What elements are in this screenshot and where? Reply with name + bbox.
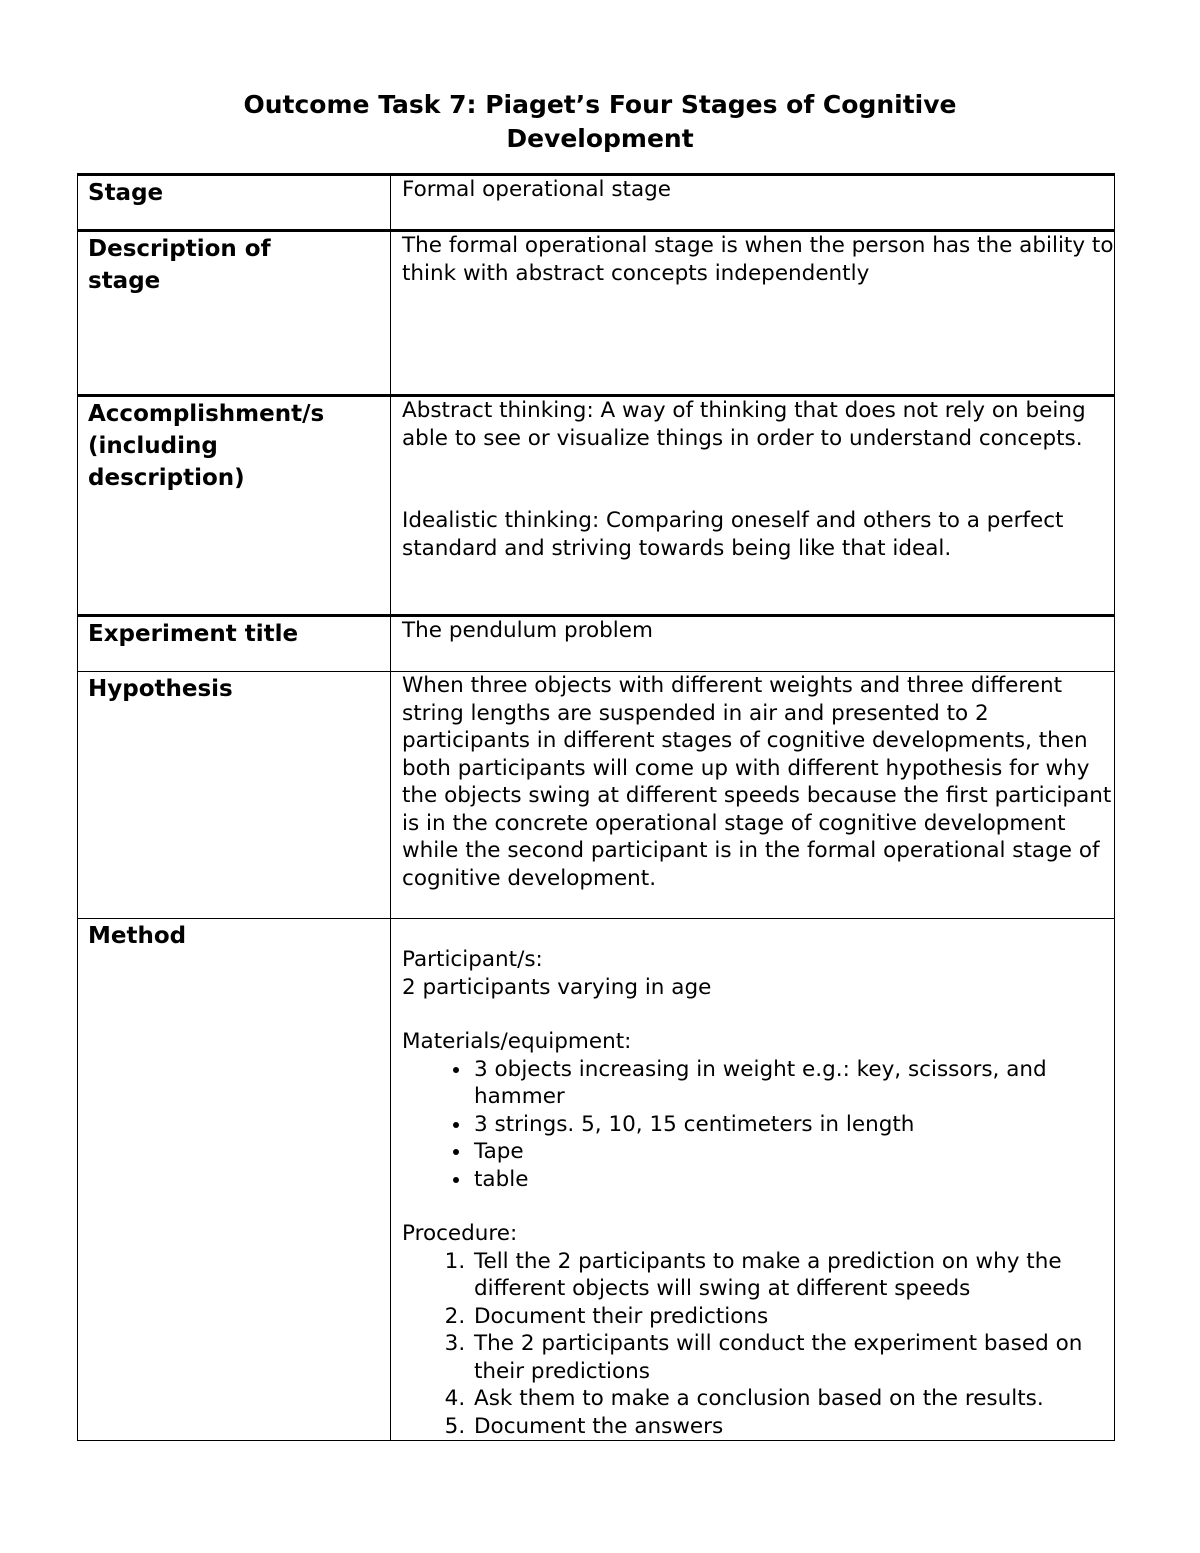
experiment-label-cell	[78, 616, 391, 672]
participants-heading: Participant/s:	[402, 947, 543, 972]
description-label-cell	[78, 231, 391, 396]
procedure-step: 5. Document the answers	[472, 1413, 1114, 1441]
hypothesis-value: When three objects with different weights and three different string lengths are suspended in air and presented to 2 participants in different stages of cognitive developments, then both participants will come up with different hypothesis for why the objects swing at different speeds because the first participant is in the concrete operational stage of cognitive development while the second participant is in the formal operational stage of cognitive development.	[402, 673, 1112, 891]
description-label-line-1: Description of	[88, 236, 271, 262]
materials-item: • 3 strings. 5, 10, 15 centimeters in length	[472, 1111, 1114, 1139]
stage-value-cell	[391, 175, 1115, 231]
materials-heading: Materials/equipment:	[402, 1029, 632, 1054]
stage-label: Stage	[88, 180, 164, 206]
description-label	[88, 232, 390, 297]
procedure-step: 4. Ask them to make a conclusion based on the results.	[472, 1385, 1114, 1413]
participants-value: 2 participants varying in age	[402, 974, 712, 1000]
method-top-spacer	[402, 919, 1114, 946]
method-value-cell	[391, 919, 1115, 1441]
description-label-line-2: stage	[88, 268, 161, 294]
accomplishment-label	[88, 397, 390, 494]
page-title	[150, 88, 1050, 156]
method-label-cell	[78, 919, 391, 1441]
page-title-line-2: Development	[506, 124, 694, 153]
accomplishment-label-line-1: Accomplishment/s	[88, 401, 325, 427]
procedure-step: 3. The 2 participants will conduct the experiment based on their predictions	[472, 1330, 1114, 1385]
hypothesis-value-cell	[391, 672, 1115, 919]
stage-value: Formal operational stage	[402, 177, 672, 202]
accomplishment-label-cell	[78, 396, 391, 616]
method-spacer-2	[402, 1193, 1114, 1220]
hypothesis-label: Hypothesis	[88, 676, 233, 702]
procedure-heading: Procedure:	[402, 1221, 518, 1246]
description-value-cell	[391, 231, 1115, 396]
method-spacer-1	[402, 1001, 1114, 1028]
paragraph-spacer	[402, 452, 1114, 507]
stage-label-cell	[78, 175, 391, 231]
experiment-row	[78, 616, 1115, 672]
procedure-list	[402, 1248, 1114, 1441]
stage-row	[78, 175, 1115, 231]
hypothesis-row	[78, 672, 1115, 919]
procedure-step: 2. Document their predictions	[472, 1303, 1114, 1331]
accomplishment-value-cell	[391, 396, 1115, 616]
hypothesis-label-cell	[78, 672, 391, 919]
page-title-line-1: Outcome Task 7: Piaget’s Four Stages of Cognitive	[243, 90, 957, 119]
description-row	[78, 231, 1115, 396]
materials-item: • table	[472, 1166, 1114, 1194]
idealistic-thinking-text: Idealistic thinking: Comparing oneself and others to a perfect standard and striving towards being like that ideal.	[402, 508, 1064, 561]
experiment-value: The pendulum problem	[402, 618, 653, 643]
description-value: The formal operational stage is when the person has the ability to think with abstract concepts independently	[402, 233, 1114, 286]
accomplishment-row	[78, 396, 1115, 616]
experiment-label: Experiment title	[88, 621, 299, 647]
accomplishment-label-line-2: (including	[88, 433, 218, 459]
procedure-step: 1. Tell the 2 participants to make a prediction on why the different objects will swing at different speeds	[472, 1248, 1114, 1303]
accomplishment-label-line-3: description)	[88, 465, 245, 491]
experiment-value-cell	[391, 616, 1115, 672]
materials-list	[402, 1056, 1114, 1194]
task-table	[77, 173, 1115, 1441]
method-row	[78, 919, 1115, 1441]
abstract-thinking-text: Abstract thinking: A way of thinking that does not rely on being able to see or visualize things in order to understand concepts.	[402, 398, 1086, 451]
materials-item: • 3 objects increasing in weight e.g.: key, scissors, and hammer	[472, 1056, 1114, 1111]
method-label: Method	[88, 923, 187, 949]
materials-item: • Tape	[472, 1138, 1114, 1166]
